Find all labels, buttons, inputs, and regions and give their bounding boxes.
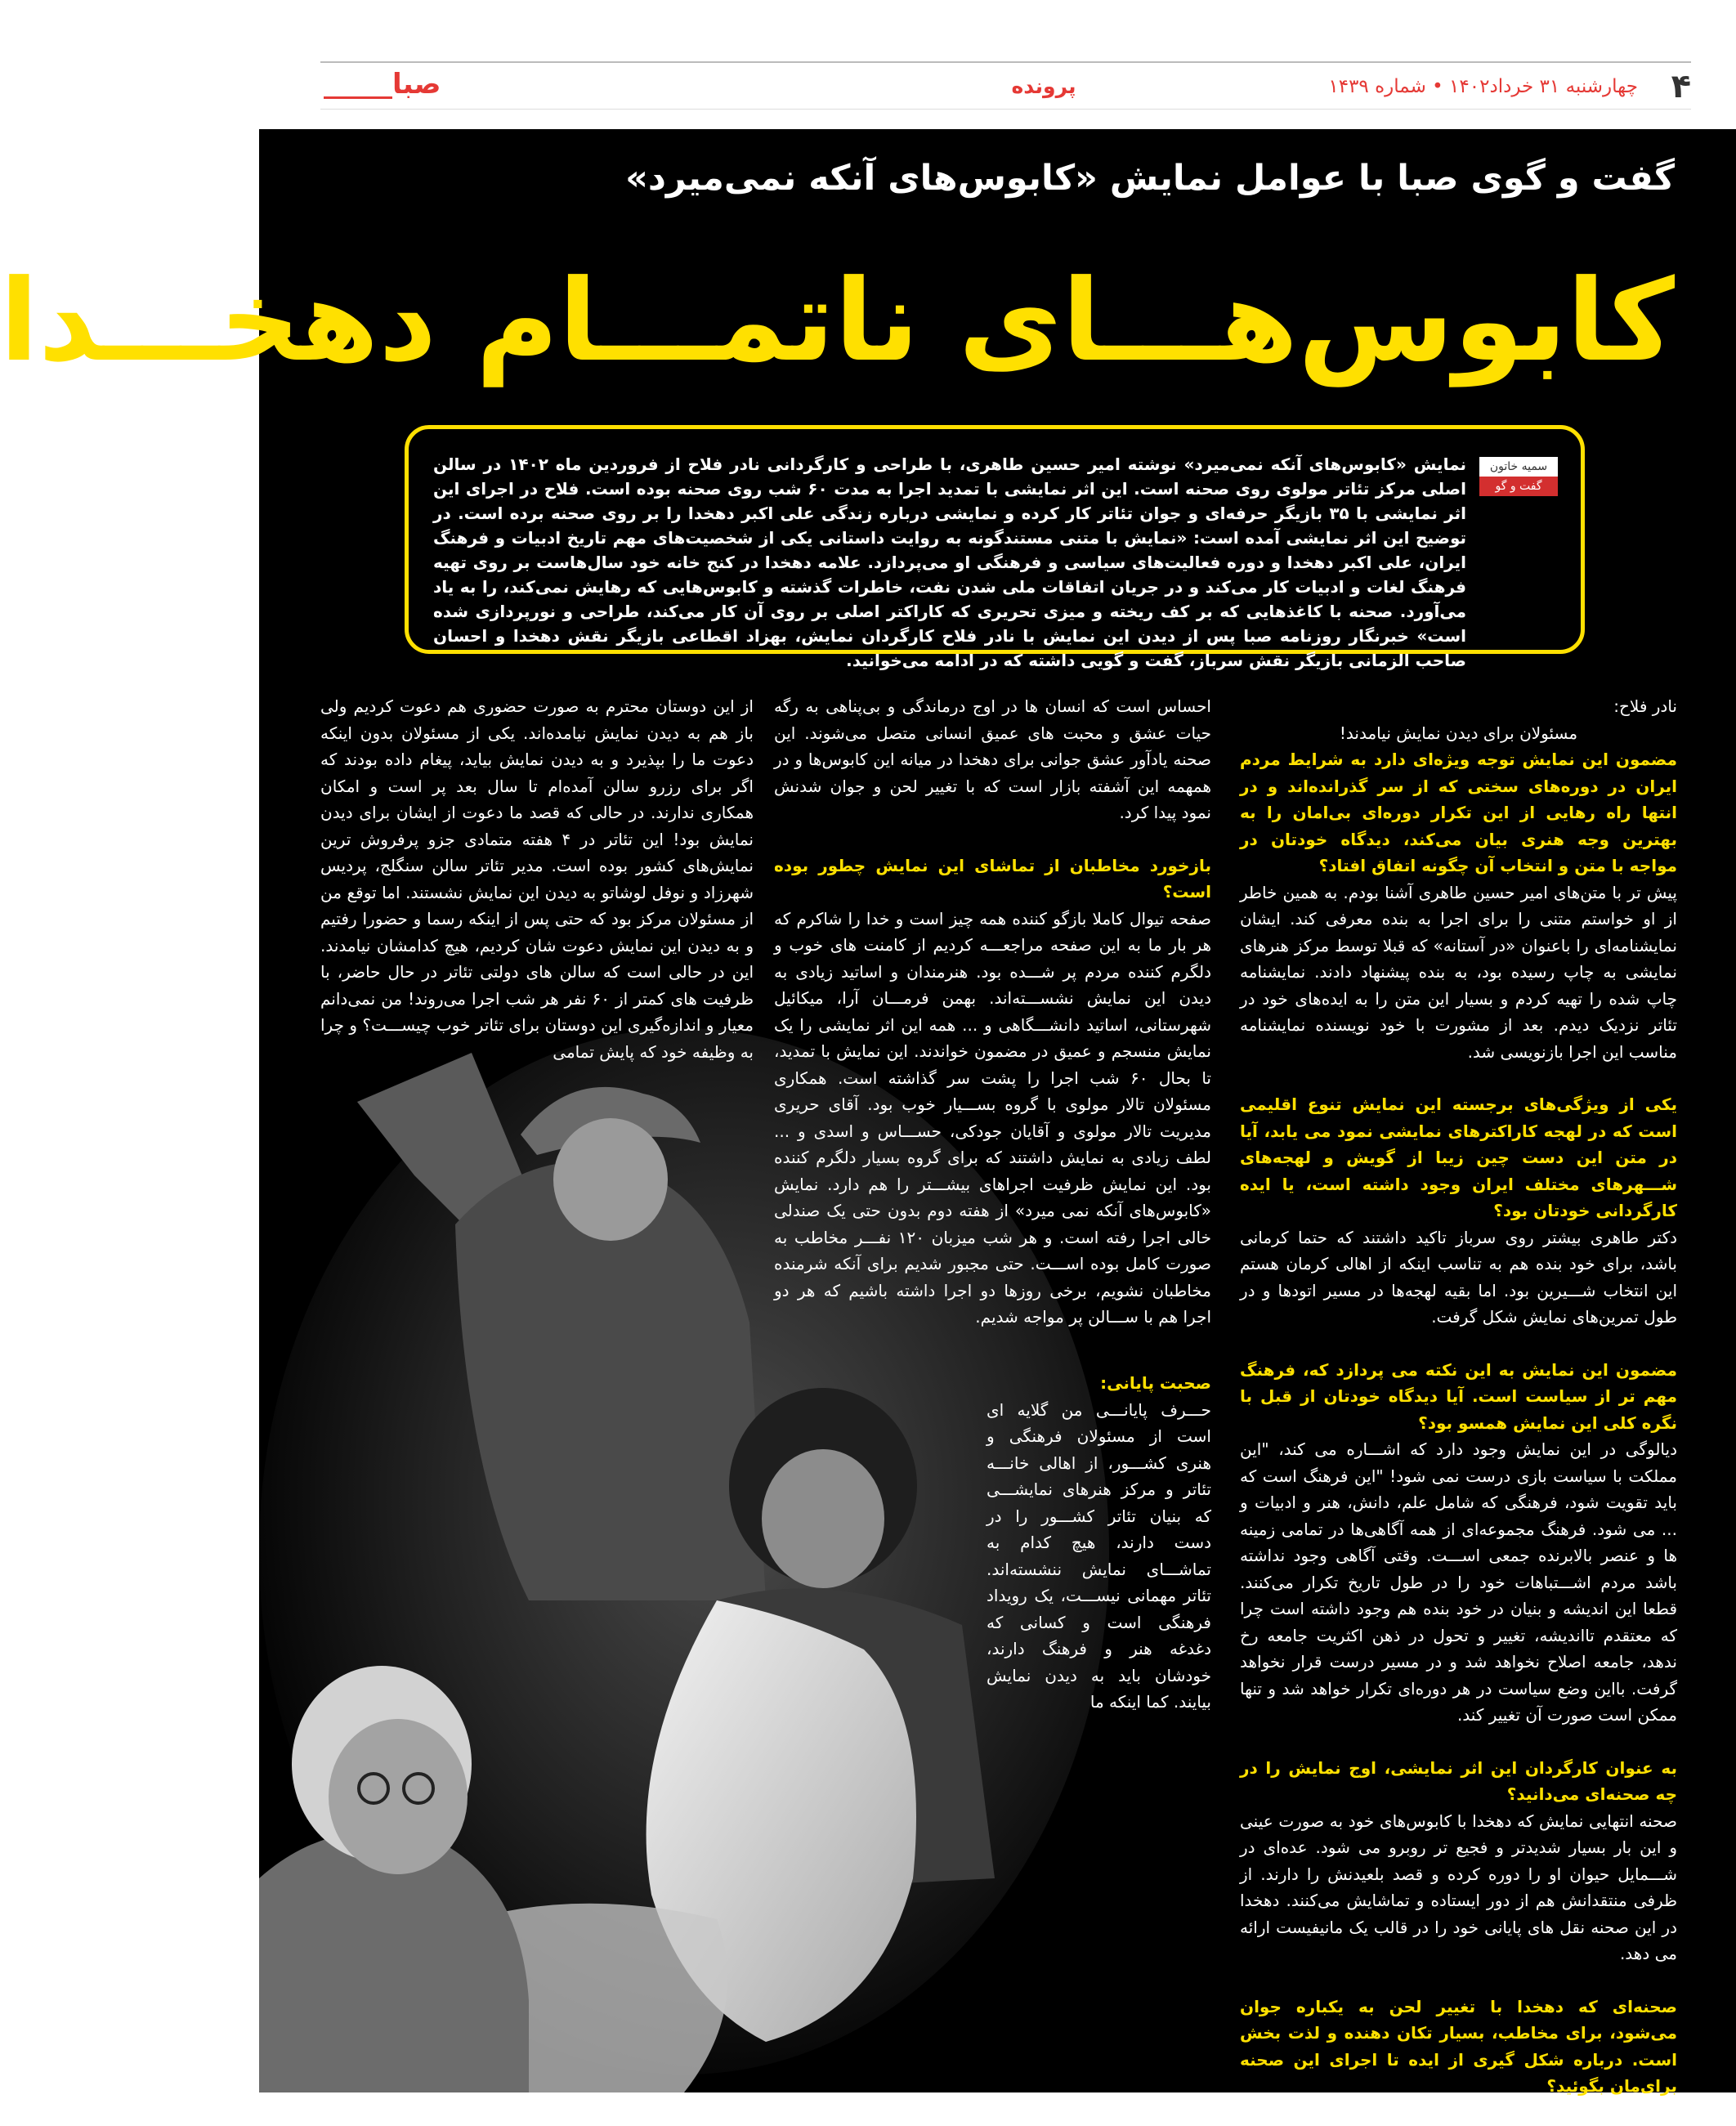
closing-subhead: صحبت پایانی:	[987, 1370, 1211, 1397]
page-number: ۴	[1671, 65, 1691, 108]
article-kicker: گفت و گوی صبا با عوامل نمایش «کابوس‌های آنکه نمی‌میرد»	[530, 154, 1675, 203]
question-1: مضمون این نمایش توجه ویژه‌ای دارد به شرایط مردم ایران در دوره‌های سختی که از سر گذرانده‌اند و در انتها راه رهایی از این تکرار دوره‌ای بی‌امان را به بهترین وجه هنری بیان می‌کند، دیدگاه خودتان در مواجه با متن و انتخاب آن چگونه اتفاق افتاد؟	[1240, 746, 1677, 879]
byline-type: گفت و گو	[1479, 477, 1558, 496]
question-feedback: بازخورد مخاطبان از تماشای این نمایش چطور بوده است؟	[774, 853, 1211, 906]
paragraph-continued-left: از این دوستان محترم به صورت حضوری هم دعوت کردیم ولی باز هم به دیدن نمایش نیامده‌اند. یکی از مسئولان بدون اینکه دعوت ما را بپذیرد و به دیدن نمایش بیاید، پیغام داده بودند که اگر برای رزرو سالن آمده‌ام تا سال بعد پر است و امکان همکاری ندارند. در حالی که قصد ما دعوت از ایشان برای دیدن نمایش بود! این تئاتر در ۴ هفته متمادی جزو پرفروش ترین نمایش‌های کشور بوده است. مدیر تئاتر سالن سنگلج، پردیس شهرزاد و نوفل لوشاتو به دیدن این نمایش نشستند. اما توقع من از مسئولان مرکز بود که حتی پس از اینکه رسما و حضورا رفتیم و به دیدن این نمایش دعوت شان کردیم، هیچ کدامشان نیامدند. این در حالی است که سالن های دولتی تئاتر در حال حاضر، با ظرفیت های کمتر از ۶۰ نفر هر شب اجرا می‌روند! من نمی‌دانم معیار و اندازه‌گیری این دوستان برای تئاتر خوب چیســـت؟ و چرا به وظیفه خود که پایش تمامی	[320, 693, 754, 1065]
answer-2: دکتر طاهری بیشتر روی سرباز تاکید داشتند که حتما کرمانی باشد، برای خود بنده هم به تناسب اینکه از اهالی کرمان هستم این انتخاب شـــیرین بود. اما بقیه لهجه‌ها در مسیر اتودها و در طول تمرین‌های نمایش شکل گرفت.	[1240, 1224, 1677, 1331]
issue-date-line: چهارشنبه ۳۱ خرداد۱۴۰۲ • شماره ۱۴۳۹	[1328, 74, 1638, 100]
speaker-name: نادر فلاح:	[1240, 693, 1677, 720]
lead-paragraph: نمایش «کابوس‌های آنکه نمی‌میرد» نوشته امیر حسین طاهری، با طراحی و کارگردانی نادر فلاح از فروردین ماه ۱۴۰۲ در سالن اصلی مرکز تئاتر مولوی روی صحنه است. این اثر نمایشی با تمدید اجرا به مدت ۶۰ شب روی صحنه بوده است. فلاح در اجرای این اثر نمایشی با ۳۵ بازیگر حرفه‌ای و جوان تئاتر کار کرده و نمایشی درباره زندگی علی اکبر دهخدا را بر روی صحنه برده است. در توضیح این اثر نمایشی آمده است: «نمایش با متنی مستندگونه به روایت داستانی یکی از شخصیت‌های مهم تاریخ ادبیات و فرهنگ ایران، علی اکبر دهخدا و دوره فعالیت‌های سیاسی و فرهنگی او می‌پردازد. علامه دهخدا در کنج خانه خود سال‌هاست بر روی تهیه فرهنگ لغات و ادبیات کار می‌کند و در جریان اتفاقات ملی شدن نفت، خاطرات گذشته و کابوس‌هایی که رهایش نمی‌کند، را به یاد می‌آورد. صحنه با کاغذهایی که بر کف ریخته و میزی تحریری که کاراکتر اصلی بر روی آن کار می‌کند، طراحی و نورپردازی شده است» خبرنگار روزنامه صبا پس از دیدن این نمایش با نادر فلاح کارگردان نمایش، بهزاد اقطاعی بازیگر نقش دهخدا و احسان صاحب الزمانی بازیگر نقش سرباز، گفت و گویی داشته که در ادامه می‌خوانید.	[433, 452, 1466, 673]
speaker-quote: مسئولان برای دیدن نمایش نیامدند!	[1240, 720, 1677, 747]
answer-3: دیالوگی در این نمایش وجود دارد که اشـــاره می کند، "این مملکت با سیاست بازی درست نمی شود! "این فرهنگ است که باید تقویت شود، فرهنگی که شامل علم، دانش، هنر و ادبیات و ... می شود. فرهنگ مجموعه‌ای از همه آگاهی‌ها در تمامی زمینه ها و عنصر بالابرنده جمعی اســـت. وقتی آگاهی وجود نداشته باشد مردم اشـــتباهات خود را در طول تاریخ تکرار می‌کنند. قطعا این اندیشه و بنیان در خود بنده هم وجود داشته است چرا که معتقدم تااندیشه، تغییر و تحول در ذهن اکثریت جامعه رخ ندهد، جامعه اصلاح نخواهد شد و در مسیر درست قرار نخواهد گرفت. بااین وضع سیاست در هر دوره‌ای تکرار خواهد شد و تنها ممکن است صورت آن تغییر کند.	[1240, 1436, 1677, 1729]
question-2: یکی از ویژگی‌های برجسته این نمایش تنوع اقلیمی است که در لهجه کاراکترهای نمایشی نمود می یابد، آیا در متن این دست چین زیبا از گویش و لهجه‌های شـــهرهای مختلف ایران وجود داشته است، یا ایده کارگردانی خودتان بود؟	[1240, 1091, 1677, 1224]
question-4: به عنوان کارگردان این اثر نمایشی، اوج نمایش را در چه صحنه‌ای می‌دانید؟	[1240, 1755, 1677, 1808]
column-1	[1240, 693, 1677, 2126]
header-rule	[320, 61, 1691, 63]
article	[259, 129, 1736, 2092]
byline	[1479, 457, 1558, 496]
logo-text: صبا	[392, 68, 441, 101]
column-3	[320, 693, 754, 1065]
header-rule-bottom	[320, 109, 1691, 110]
byline-author: سمیه خاتون	[1479, 457, 1558, 477]
closing-answer: حـــرف پایانـــی من گلایه ای است از مسئولان فرهنگی و هنری کشـــور، از اهالی خانـــه تئاتر و مرکز هنرهای نمایشـــی که بنیان تئاتر کشـــور را در دست دارند، هیچ کدام به تماشـــای نمایش ننشسته‌اند. تئاتر مهمانی نیســـت، یک رویداد فرهنگی است و کسانی که دغدغه هنر و فرهنگ دارند، خودشان باید به دیدن نمایش بیایند. کما اینکه ما	[987, 1397, 1211, 1716]
saba-logo	[320, 65, 396, 103]
question-5: صحنه‌ای که دهخدا با تغییر لحن به یکباره جوان می‌شود، برای مخاطب، بسیار تکان دهنده و لذت بخش است. درباره شکل گیری از ایده تا اجرای این صحنه برای‌مان بگوئید؟	[1240, 1994, 1677, 2100]
answer-4: صحنه انتهایی نمایش که دهخدا با کابوس‌های خود به صورت عینی و این بار بسیار شدیدتر و فجیع تر روبرو می شود. عده‌ای در شـــمایل حیوان او را دوره کرده و قصد بلعیدنش را دارند. از ظرفی منتقدانش هم از دور ایستاده و تماشایش می‌کنند. دهخدا در این صحنه نقل های پایانی خود را در قالب یک مانیفیست ارائه می دهد.	[1240, 1808, 1677, 1967]
answer-feedback: صفحه تیوال کاملا بازگو کننده همه چیز است و خدا را شاکرم که هر بار ما به این صفحه مراجعـــه کردیم از کامنت های خوب و دلگرم کننده مردم پر شـــده بود. هنرمندان و اساتید زیادی به دیدن این نمایش نشســـته‌اند. بهمن فرمـــان آرا، میکائیل شهرستانی، اساتید دانشـــگاهی و ... همه این اثر نمایشی را یک نمایش منسجم و عمیق در مضمون خواندند. این نمایش با تمدید، تا بحال ۶۰ شب اجرا را پشت سر گذاشته است. همکاری مسئولان تالار مولوی با گروه بســـیار خوب بود. آقای حریری مدیریت تالار مولوی و آقایان جودکی، حســـاس و اسدی و ... لطف زیادی به نمایش داشتند که برای گروه بسیار دلگرم کننده بود. این نمایش ظرفیت اجراهای بیشـــتر را هم دارد. نمایش «کابوس‌های آنکه نمی میرد» از هفته دوم بدون حتی یک صندلی خالی اجرا رفته است. و هر شب میزبان ۱۲۰ نفـــر مخاطب به صورت کامل بوده اســـت. حتی مجبور شدیم برای آنکه شرمنده مخاطبان نشویم، برخی روزها دو اجرا داشته باشیم که هر دو اجرا هم با ســـالن پر مواجه شدیم.	[774, 906, 1211, 1331]
question-3: مضمون این نمایش به این نکته می پردازد که، فرهنگ مهم تر از سیاست است. آیا دیدگاه خودتان از قبل با نگره کلی این نمایش همسو بود؟	[1240, 1357, 1677, 1437]
soldier-face	[553, 1118, 668, 1241]
article-headline: کابوس‌هـــای ناتمـــام دهخـــدا	[367, 252, 1675, 391]
column-2	[774, 693, 1211, 1331]
young-man-face	[762, 1449, 884, 1588]
old-man-face	[329, 1719, 468, 1874]
section-label: پرونده	[962, 72, 1125, 101]
answer-1: پیش تر با متن‌های امیر حسین طاهری آشنا بودم. به همین خاطر از او خواستم متنی را برای اجرا به بنده معرفی کند. ایشان نمایشنامه‌ای را باعنوان «در آستانه» که قبلا توسط مرکز هنرهای نمایشی به چاپ رسیده بود، به بنده پیشنهاد دادند. نمایشنامه چاپ شده را تهیه کردم و بسیار این متن را به ایده‌های خود در تئاتر نزدیک دیدم. بعد از مشورت با خود نویسنده نمایشنامه مناسب این اجرا بازنویسی شد.	[1240, 879, 1677, 1066]
lead-box	[405, 425, 1585, 654]
column-2-bottom	[987, 1370, 1211, 1716]
page-header	[259, 0, 1736, 129]
paragraph-continued: احساس است که انسان ها در اوج درماندگی و بی‌پناهی به رگه حیات عشق و محبت های عمیق انسانی متصل می‌شوند. این صحنه یادآور عشق جوانی برای دهخدا در میانه این کابوس‌ها و در همهمه این آشفته بازار است که با تغییر لحن و جوان شدنش نمود پیدا کرد.	[774, 693, 1211, 826]
answer-5: تنها صحنه عاشقانه نمایش همین صحنه است و تداعی گر این	[1240, 2100, 1677, 2126]
